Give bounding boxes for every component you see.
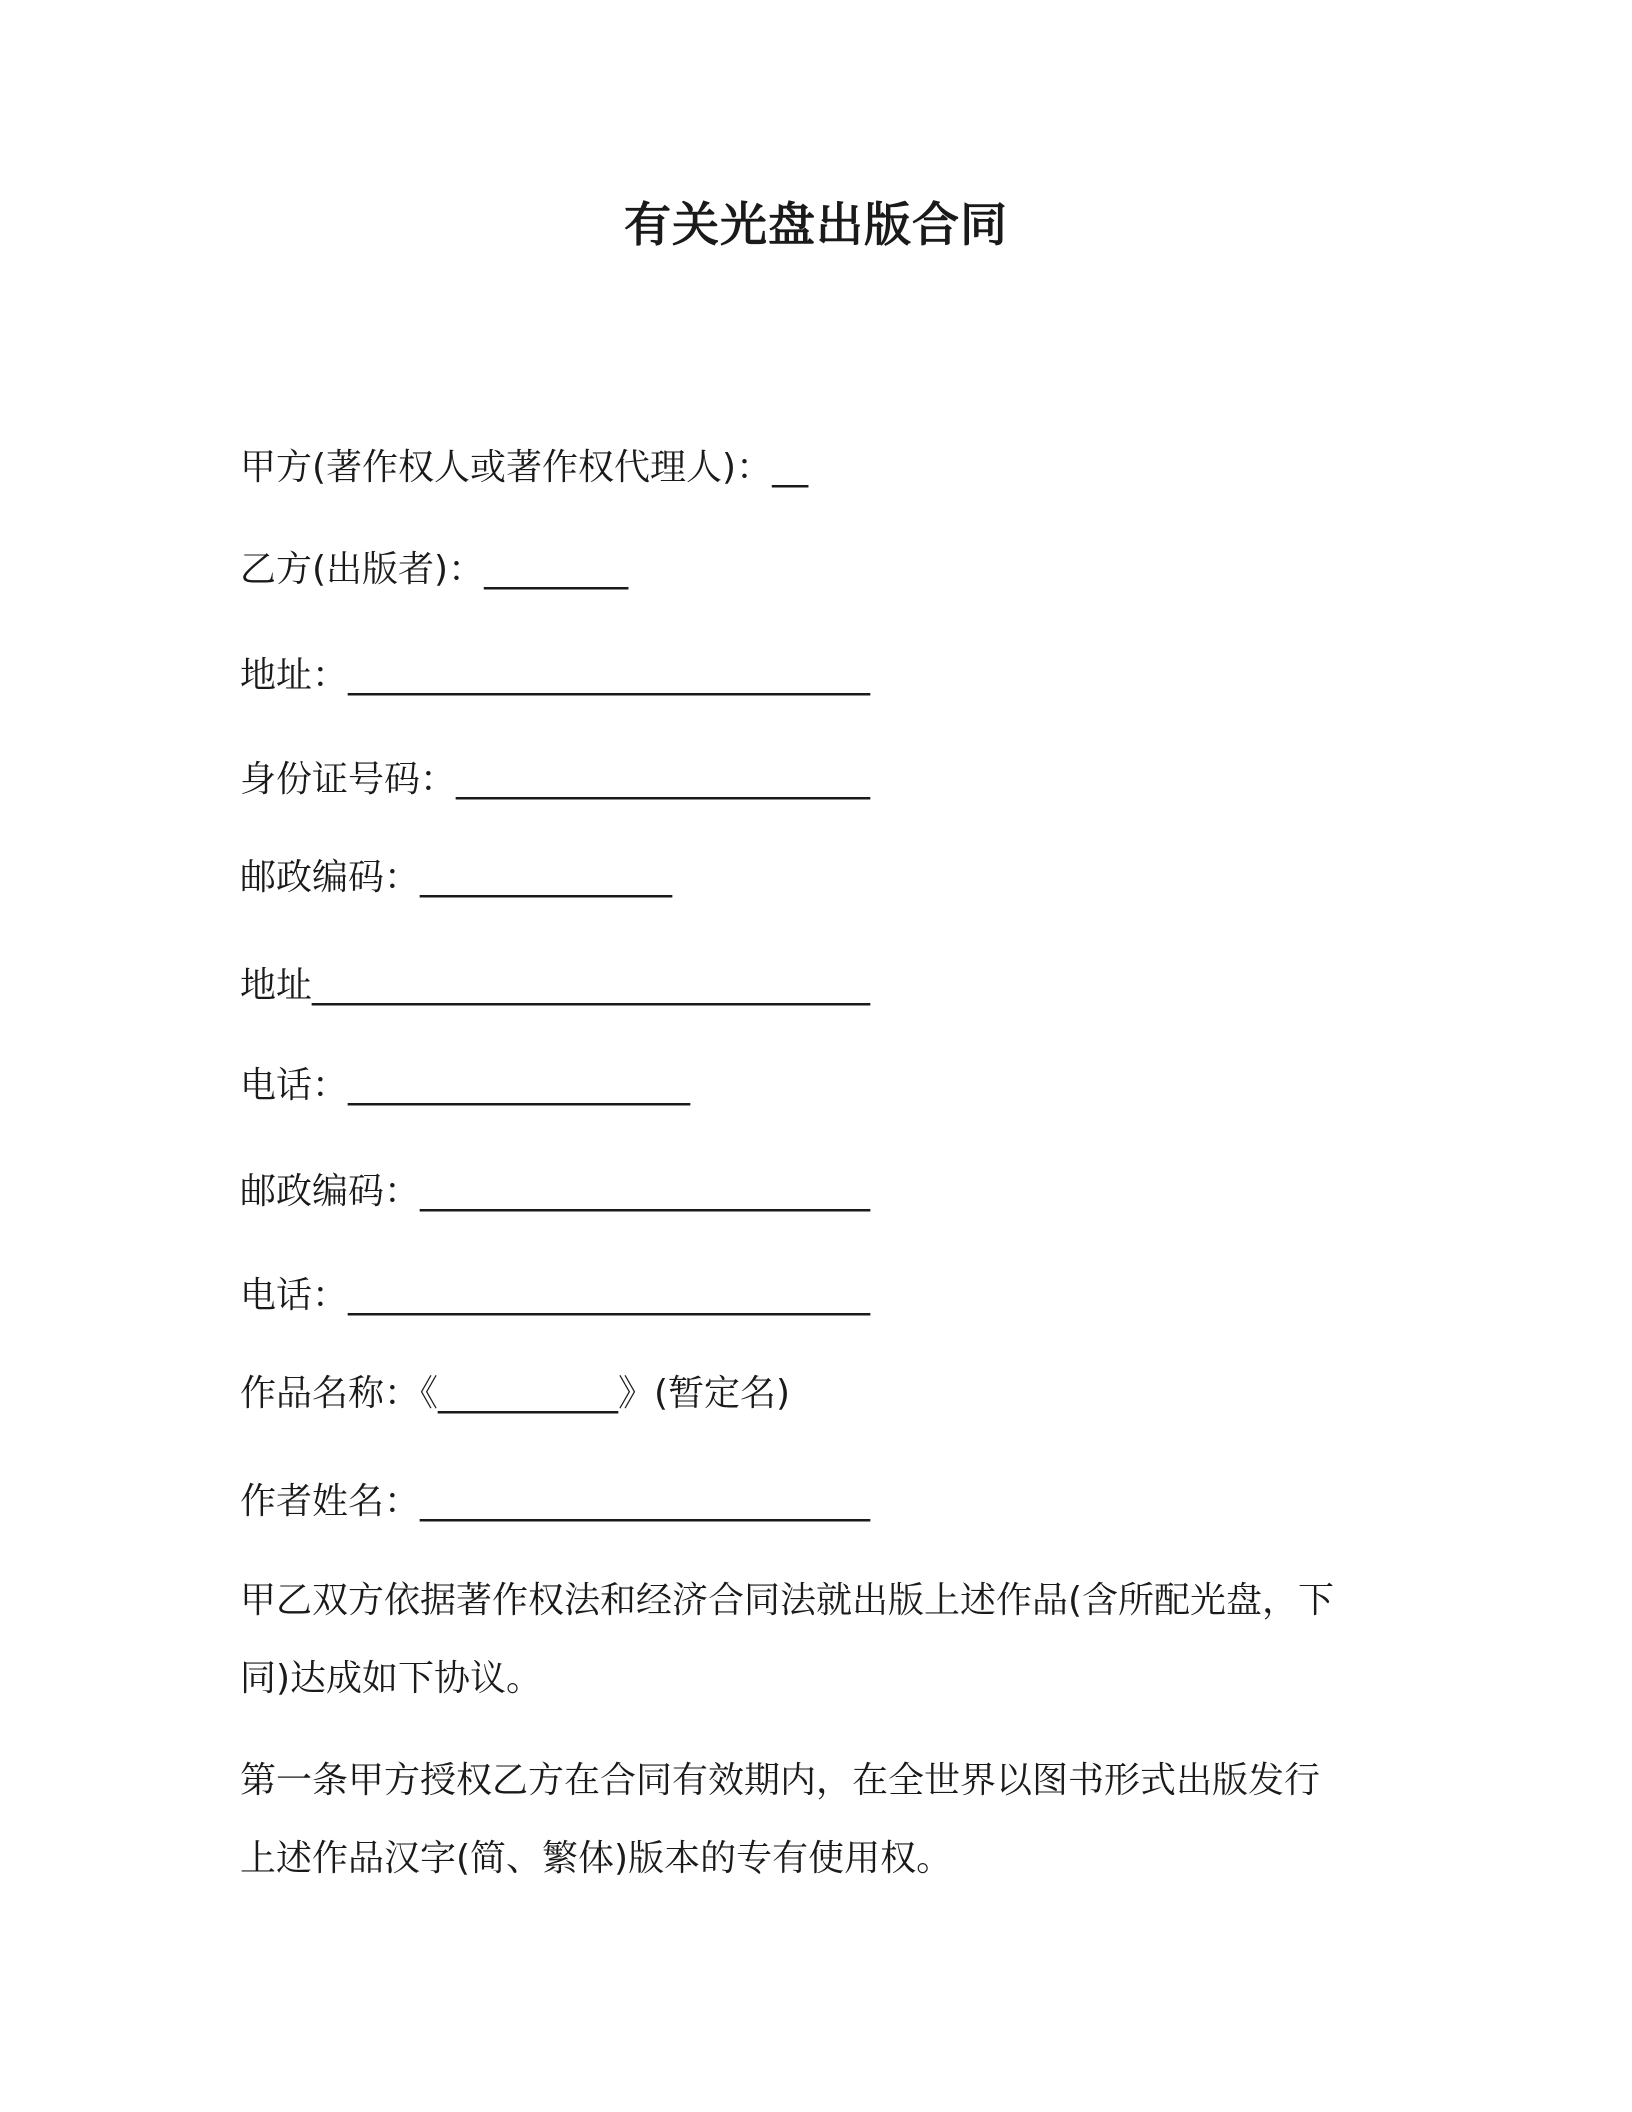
field-id-number: 身份证号码：_______________________: [240, 759, 871, 800]
field-postal-code-b: 邮政编码：_________________________: [240, 1171, 871, 1212]
paragraph-line: 甲乙双方依据著作权法和经济合同法就出版上述作品(含所配光盘，下: [240, 1580, 1335, 1621]
document-title: 有关光盘出版合同: [624, 198, 1008, 253]
field-phone-a: 电话：___________________: [240, 1065, 691, 1106]
paragraph-line: 第一条甲方授权乙方在合同有效期内，在全世界以图书形式出版发行: [240, 1760, 1321, 1801]
paragraph-line: 同)达成如下协议。: [240, 1658, 543, 1699]
field-address-a: 地址：_____________________________: [240, 655, 871, 696]
field-work-title: 作品名称：《__________》(暂定名): [240, 1373, 791, 1414]
paragraph-article-one: [240, 1742, 1390, 1898]
field-party-b: 乙方(出版者)：________: [240, 549, 629, 590]
field-author-name: 作者姓名：_________________________: [240, 1481, 871, 1522]
field-phone-b: 电话：_____________________________: [240, 1275, 871, 1316]
field-postal-code-a: 邮政编码：______________: [240, 857, 673, 898]
paragraph-line: 上述作品汉字(简、繁体)版本的专有使用权。: [240, 1838, 953, 1879]
paragraph-agreement-basis: [240, 1562, 1390, 1718]
field-address-b: 地址_______________________________: [240, 965, 870, 1006]
field-party-a: 甲方(著作权人或著作权代理人)：__: [240, 447, 809, 488]
